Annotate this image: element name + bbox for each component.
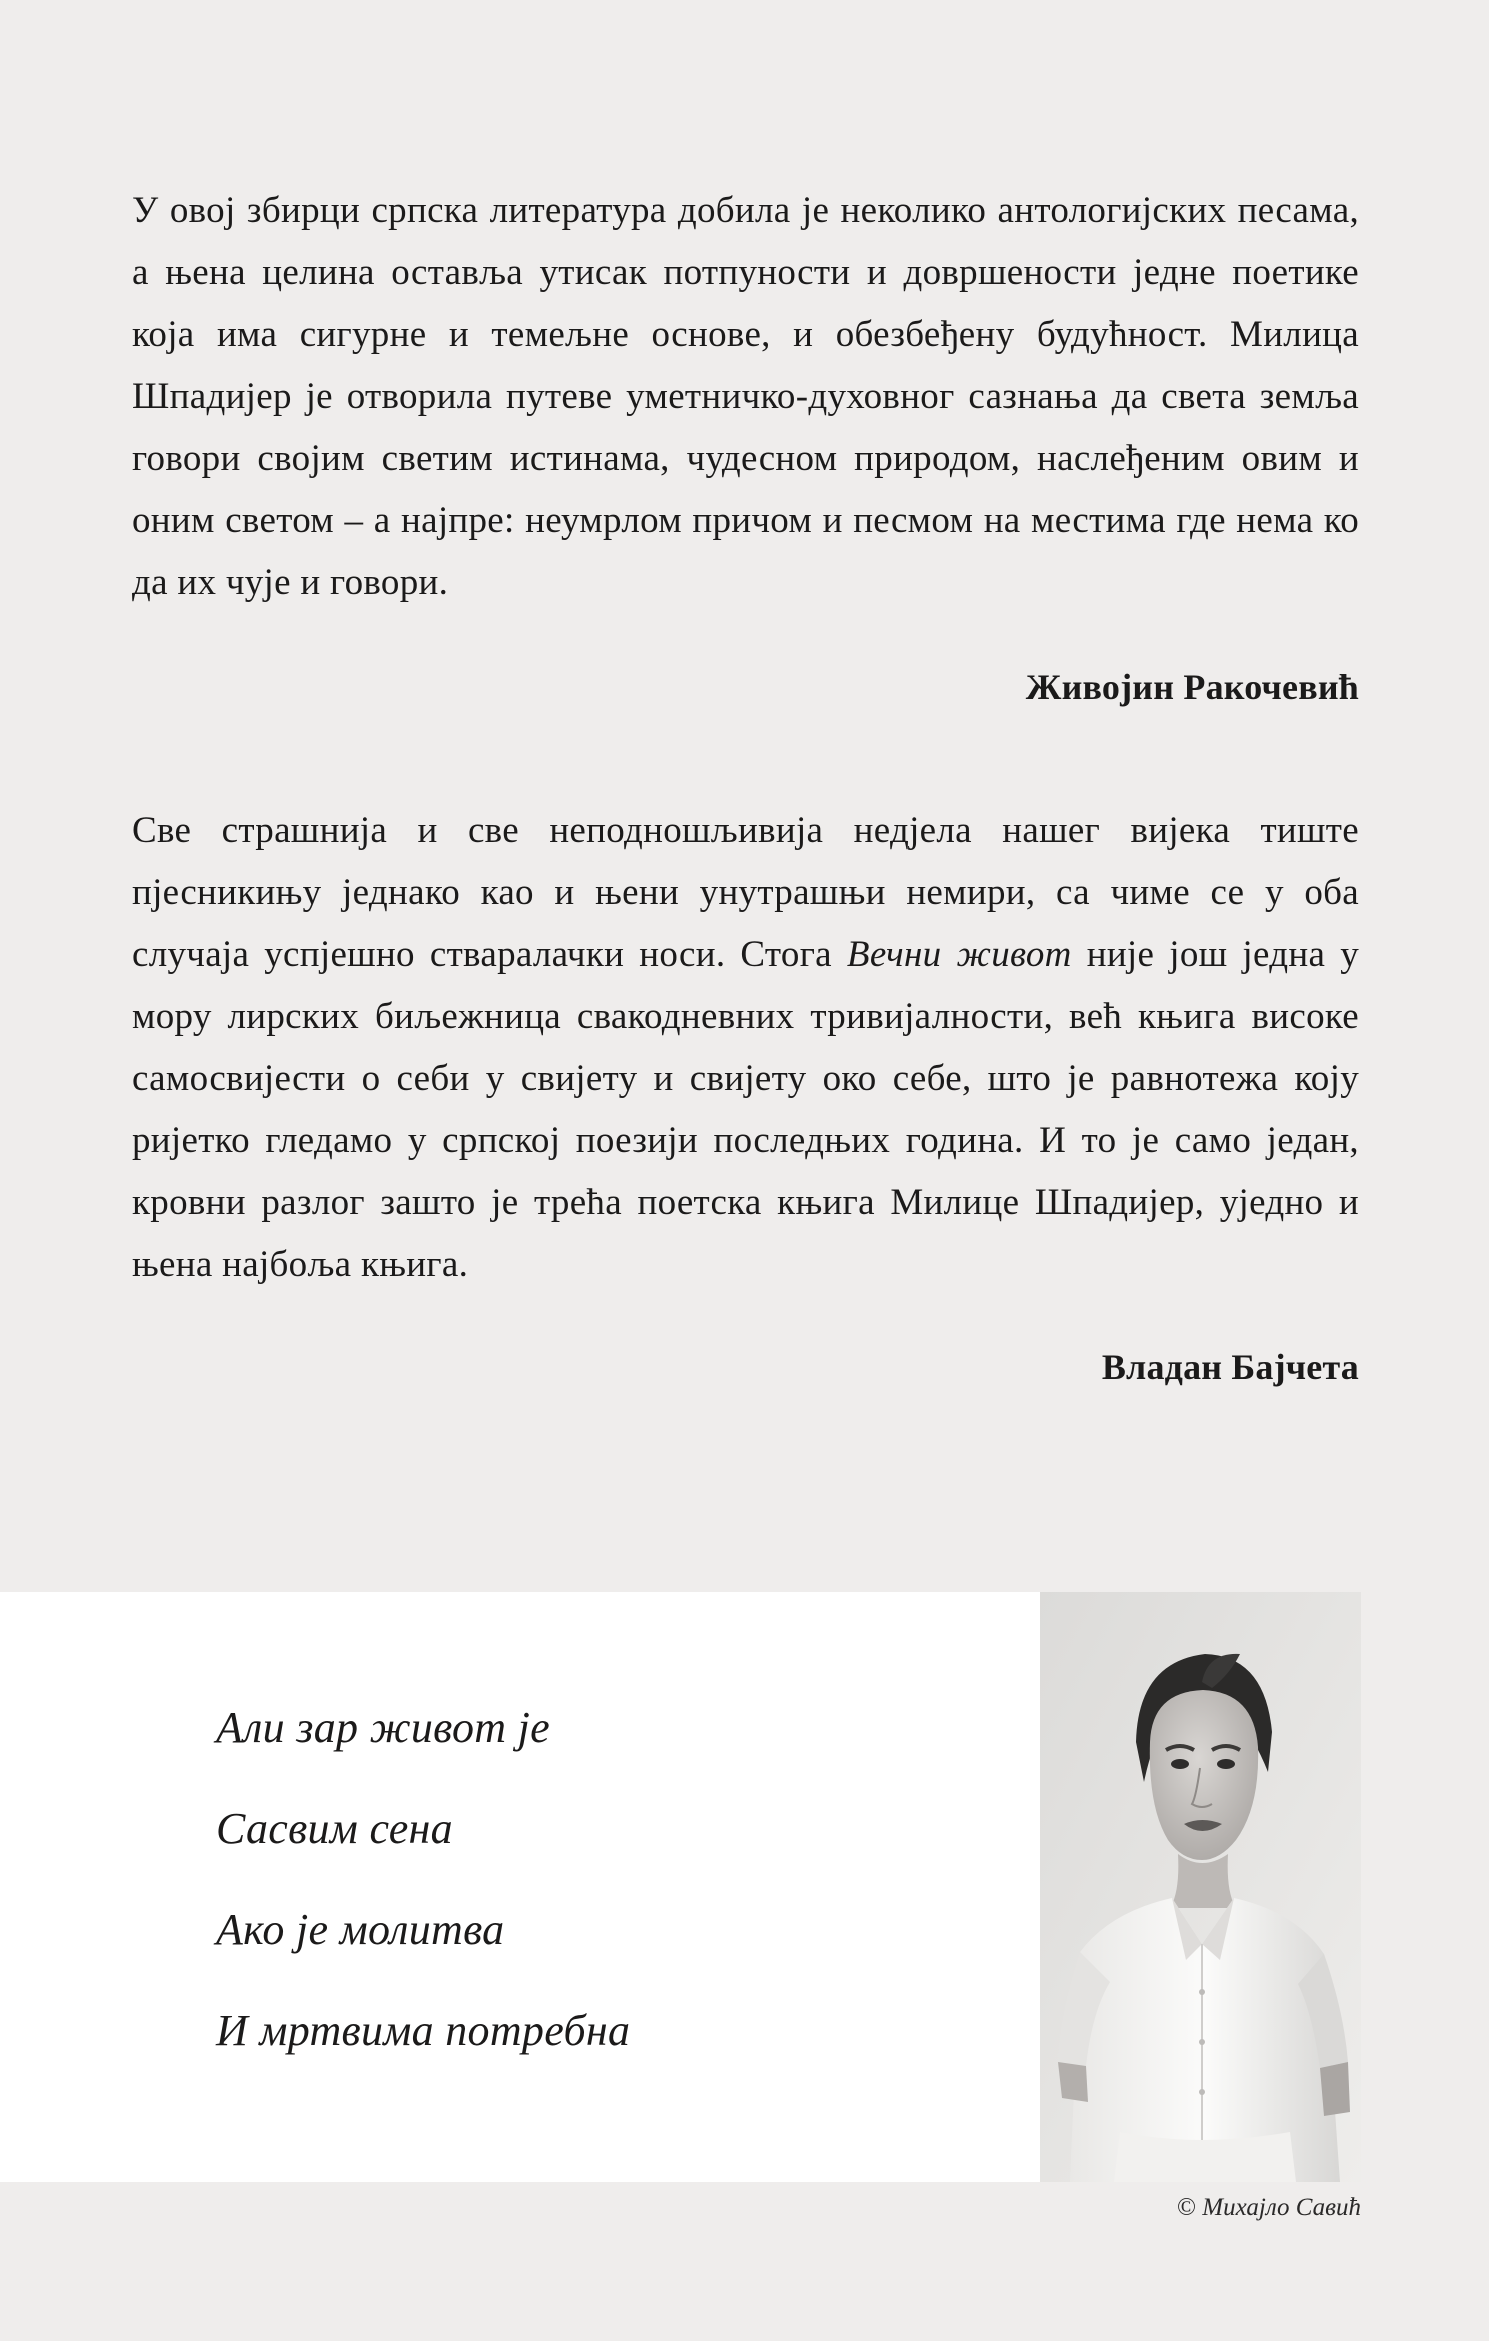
review-text: [132, 800, 1359, 1296]
book-title-italic: Вечни живот: [846, 934, 1072, 975]
review-text: У овој збирци српска литература добила је неколико антологијских песама, а њена целина оставља утисак потпуности и довршености једне поетике која има сигурне и темељне основе, и обезбеђену будућност. Милица Шпадијер је отворила путеве уметничко-духовног сазнања да света земља говори својим светим истинама, чудесном природом, наслеђеним овим и оним светом – а најпре: неумрлом причом и песмом на местима где нема ко да их чује и говори.: [132, 190, 1359, 603]
photographer-name: Михајло Савић: [1202, 2194, 1361, 2221]
author-portrait-photo: [1040, 1592, 1361, 2182]
review-bajceta: [132, 800, 1359, 1388]
poem-excerpt: [216, 1702, 630, 2106]
copyright-symbol: ©: [1177, 2194, 1197, 2221]
photo-credit: [1177, 2194, 1361, 2222]
poem-line: Ако је молитва: [216, 1905, 505, 1954]
review-author: Владан Бајчета: [1101, 1347, 1359, 1387]
poem-line: Сасвим сена: [216, 1804, 453, 1853]
poem-excerpt-band: [0, 1592, 1040, 2182]
review-text-part: није још једна у мору лирских биљежница свакодневних тривијалности, већ књига високе самосвијести о себи у свијету и свијету око себе, што је равнотежа коју ријетко гледамо у српској поезији последњих година. И то је само један, кровни разлог зашто је трећа поетска књига Милице Шпадијер, уједно и њена најбоља књига.: [132, 934, 1360, 1285]
review-rakocevic: [132, 180, 1359, 708]
review-author: Живојин Ракочевић: [1025, 667, 1359, 707]
review-text-part: Све страшнија и све неподношљивија недјела нашег вијека тиште пјесникињу једнако као и њени унутрашњи немири, са чиме се у оба случаја успјешно стваралачки носи. Стога: [132, 810, 1359, 975]
poem-line: И мртвима потребна: [216, 2006, 631, 2055]
poem-line: Али зар живот је: [216, 1703, 551, 1752]
portrait-illustration: [1040, 1592, 1361, 2182]
